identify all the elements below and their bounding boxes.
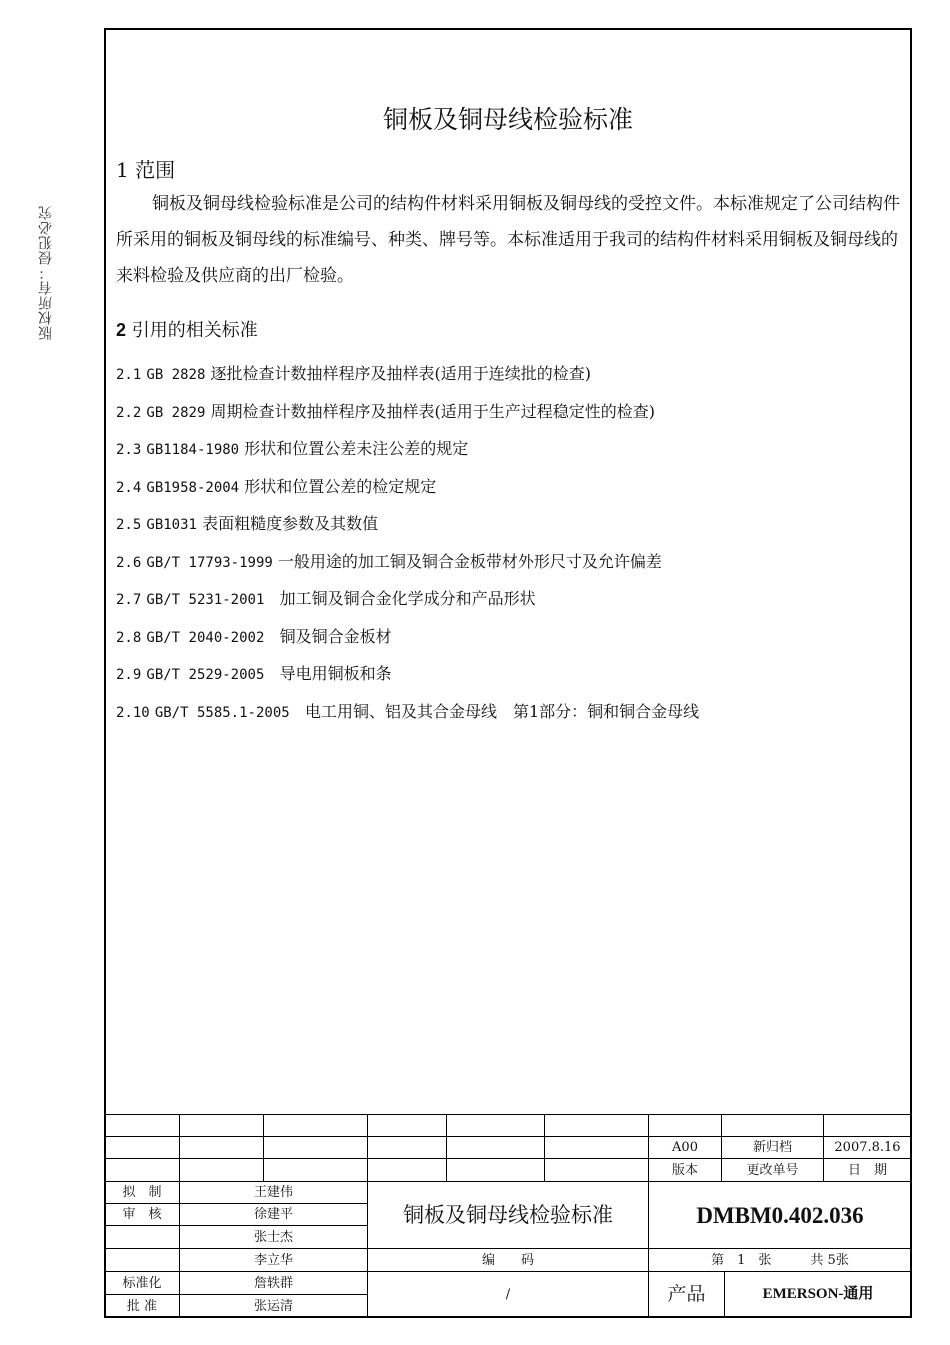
reference-list — [116, 355, 699, 730]
empty-cell — [263, 1136, 368, 1159]
empty-cell — [446, 1158, 545, 1182]
reference-code: GB/T 2529-2005 — [146, 667, 265, 683]
reference-item — [116, 505, 699, 543]
signer-name: 张士杰 — [179, 1225, 368, 1249]
reviewer-name: 徐建平 — [179, 1203, 368, 1226]
standardizer-name: 詹轶群 — [179, 1271, 368, 1295]
reference-code: GB1958-2004 — [146, 479, 240, 496]
reference-title: 形状和位置公差未注公差的规定 — [244, 439, 469, 458]
reference-number: 2.9 — [116, 667, 142, 683]
approver-name: 张运清 — [179, 1294, 368, 1318]
empty-cell — [823, 1114, 912, 1137]
approve-label: 批 准 — [104, 1294, 180, 1318]
reference-title: 一般用途的加工铜及铜合金板带材外形尺寸及允许偏差 — [277, 551, 662, 571]
empty-cell — [544, 1114, 649, 1137]
reference-number: 2.10 — [116, 704, 150, 721]
product-label: 产品 — [648, 1271, 725, 1318]
empty-cell — [179, 1114, 264, 1137]
section-1-paragraph: 铜板及铜母线检验标准是公司的结构件材料采用铜板及铜母线的受控文件。本标准规定了公司结构件所采用的铜板及铜母线的标准编号、种类、牌号等。本标准适用于我司的结构件材料采用铜板及铜母线的来料检验及供应商的出厂检验。 — [116, 194, 900, 286]
title-block — [104, 1114, 912, 1318]
reference-item — [116, 655, 699, 693]
empty-cell — [263, 1114, 368, 1137]
reference-title: 周期检查计数抽样程序及抽样表(适用于生产过程稳定性的检查) — [210, 401, 655, 421]
reference-title: 铜及铜合金板材 — [279, 626, 392, 646]
empty-cell — [544, 1158, 649, 1182]
version-label: 版本 — [648, 1158, 722, 1182]
reference-code: GB/T 17793-1999 — [146, 554, 273, 571]
reference-item — [116, 430, 699, 468]
change-number-value: 新归档 — [721, 1136, 824, 1159]
reference-code: GB/T 5231-2001 — [146, 592, 265, 608]
review-label: 审 核 — [104, 1203, 180, 1226]
reference-title: 加工铜及铜合金化学成分和产品形状 — [279, 589, 536, 608]
empty-cell — [721, 1114, 824, 1137]
reference-item — [116, 355, 699, 393]
reference-number: 2.7 — [116, 592, 142, 608]
empty-cell — [544, 1136, 649, 1159]
product-value: EMERSON-通用 — [724, 1271, 912, 1318]
document-code: DMBM0.402.036 — [648, 1181, 912, 1249]
section-2-title: 引用的相关标准 — [131, 320, 258, 341]
date-value: 2007.8.16 — [823, 1136, 912, 1159]
reference-item — [116, 543, 699, 581]
empty-cell — [104, 1136, 180, 1159]
reference-title: 电工用铜、铝及其合金母线 第1部分：铜和铜合金母线 — [304, 701, 700, 721]
empty-cell — [104, 1225, 180, 1249]
reference-title: 逐批检查计数抽样程序及抽样表(适用于连续批的检查) — [210, 364, 591, 383]
reference-code: GB1031 — [146, 517, 197, 533]
empty-cell — [179, 1158, 264, 1182]
title-block-doc-title: 铜板及铜母线检验标准 — [367, 1181, 649, 1249]
empty-cell — [104, 1114, 180, 1137]
reference-number: 2.1 — [116, 367, 142, 383]
copyright-note: 版权所有：侵犯必究 — [38, 205, 54, 340]
reference-item — [116, 693, 699, 731]
reference-number: 2.3 — [116, 442, 142, 458]
sheet-info: 第 1 张 共 5张 — [648, 1248, 912, 1272]
empty-cell — [367, 1136, 447, 1159]
reference-title: 表面粗糙度参数及其数值 — [202, 514, 379, 533]
empty-cell — [263, 1158, 368, 1182]
reference-number: 2.4 — [116, 479, 142, 496]
document-title: 铜板及铜母线检验标准 — [382, 105, 633, 134]
reference-item — [116, 393, 699, 431]
change-number-label: 更改单号 — [721, 1158, 824, 1182]
reference-title: 导电用铜板和条 — [279, 664, 392, 683]
section-2-heading — [116, 316, 258, 342]
drafter-name: 王建伟 — [179, 1181, 368, 1204]
code-value: / — [367, 1271, 649, 1318]
reference-code: GB 2829 — [146, 404, 206, 421]
empty-cell — [367, 1114, 447, 1137]
reference-number: 2.5 — [116, 517, 142, 533]
empty-cell — [446, 1136, 545, 1159]
reference-item — [116, 468, 699, 506]
empty-cell — [104, 1158, 180, 1182]
reference-number: 2.8 — [116, 629, 142, 646]
reference-code: GB1184-1980 — [146, 442, 240, 458]
version-value: A00 — [648, 1136, 722, 1159]
empty-cell — [446, 1114, 545, 1137]
empty-cell — [367, 1158, 447, 1182]
reference-item — [116, 580, 699, 618]
section-1-heading: 1 范围 — [116, 158, 176, 182]
draft-label: 拟 制 — [104, 1181, 180, 1204]
standardize-label: 标准化 — [104, 1271, 180, 1295]
code-label: 编 码 — [367, 1248, 649, 1272]
reference-code: GB/T 5585.1-2005 — [154, 704, 290, 721]
reference-code: GB 2828 — [146, 367, 206, 383]
empty-cell — [179, 1136, 264, 1159]
empty-cell — [104, 1248, 180, 1272]
signer-name: 李立华 — [179, 1248, 368, 1272]
reference-item — [116, 618, 699, 656]
reference-title: 形状和位置公差的检定规定 — [244, 476, 437, 496]
reference-number: 2.6 — [116, 554, 142, 571]
date-label: 日 期 — [823, 1158, 912, 1182]
reference-code: GB/T 2040-2002 — [146, 629, 265, 646]
empty-cell — [648, 1114, 722, 1137]
section-2-number: 2 — [116, 320, 127, 340]
reference-number: 2.2 — [116, 404, 142, 421]
